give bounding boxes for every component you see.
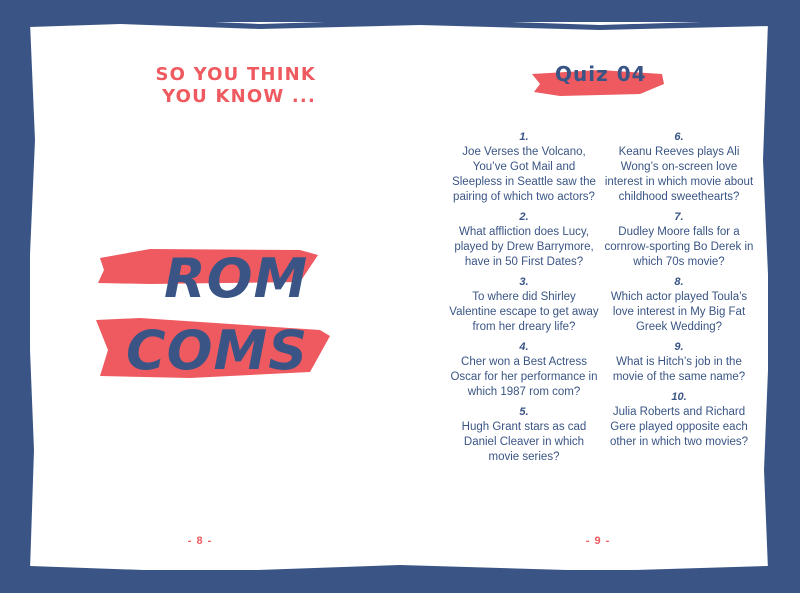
- question-item: [449, 130, 599, 205]
- question-item: [449, 275, 599, 335]
- question-text: Dudley Moore falls for a cornrow-sporting Bo Derek in which 70s movie?: [604, 226, 754, 268]
- question-text: What affliction does Lucy, played by Drew Barrymore, have in 50 First Dates?: [454, 226, 594, 268]
- quiz-label: Quiz 04: [555, 62, 647, 86]
- question-item: [604, 340, 754, 385]
- question-item: [604, 130, 754, 205]
- question-number: 7.: [674, 211, 684, 223]
- kicker-line-1: SO YOU THINK: [155, 64, 316, 85]
- question-number: 4.: [519, 341, 529, 353]
- question-number: 2.: [519, 211, 529, 223]
- question-item: [449, 405, 599, 465]
- left-page: [30, 22, 399, 570]
- question-number: 5.: [519, 406, 529, 418]
- question-item: [604, 390, 754, 450]
- kicker-line-2: YOU KNOW ...: [162, 86, 316, 107]
- page-title: [126, 247, 346, 382]
- question-number: 10.: [671, 391, 687, 403]
- question-item: [449, 210, 599, 270]
- question-text: To where did Shirley Valentine escape to get away from her dreary life?: [449, 291, 599, 333]
- question-item: [449, 340, 599, 400]
- question-text: Keanu Reeves plays Ali Wong’s on-screen love interest in which movie about childhood sweethearts?: [604, 146, 754, 203]
- question-text: Cher won a Best Actress Oscar for her performance in which 1987 rom com?: [450, 356, 598, 398]
- question-text: Hugh Grant stars as cad Daniel Cleaver in which movie series?: [461, 421, 587, 463]
- page-number-right: - 9 -: [585, 535, 611, 547]
- question-item: [604, 210, 754, 270]
- question-number: 1.: [519, 131, 529, 143]
- title-line-2: COMS: [126, 319, 309, 382]
- kicker-heading: [126, 64, 316, 108]
- question-number: 8.: [674, 276, 684, 288]
- question-text: Julia Roberts and Richard Gere played opposite each other in which two movies?: [609, 406, 749, 448]
- question-item: [604, 275, 754, 335]
- title-line-1: ROM: [164, 247, 309, 310]
- question-number: 6.: [674, 131, 684, 143]
- question-text: Which actor played Toula’s love interest in My Big Fat Greek Wedding?: [610, 291, 748, 333]
- question-number: 3.: [519, 276, 529, 288]
- right-page: [399, 22, 768, 570]
- questions-column-1: [449, 130, 599, 470]
- question-text: Joe Verses the Volcano, You’ve Got Mail and Sleepless in Seattle saw the pairing of which two actors?: [452, 146, 596, 203]
- question-text: What is Hitch’s job in the movie of the same name?: [612, 356, 746, 383]
- page-number-left: - 8 -: [187, 535, 213, 547]
- questions-column-2: [604, 130, 754, 455]
- question-number: 9.: [674, 341, 684, 353]
